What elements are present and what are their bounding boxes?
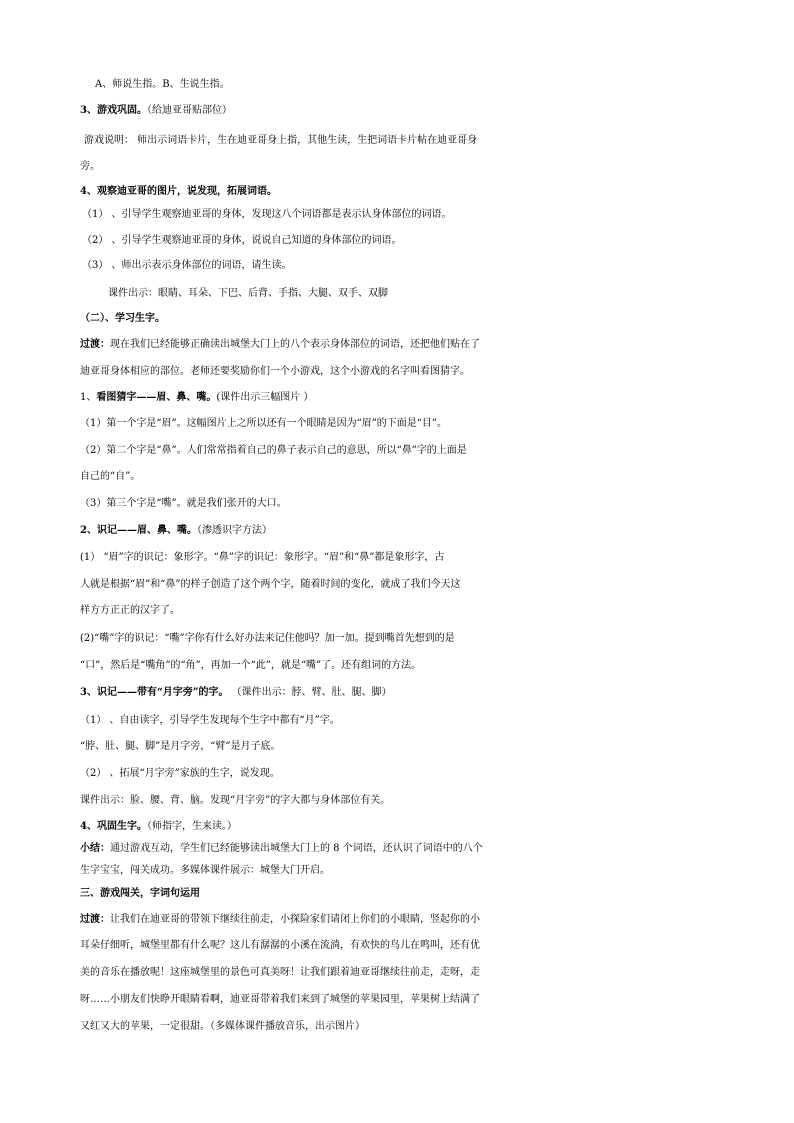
- body-text: 课件出示：脸、腰、背、脑。发现“月字旁”的字大都与身体部位有关。: [80, 795, 391, 806]
- text-line: [0, 861, 794, 883]
- text-line: [0, 910, 794, 932]
- text-line: [0, 231, 794, 253]
- text-line: [0, 629, 794, 651]
- text-line: [0, 791, 794, 813]
- body-text: 耳朵仔细听，城堡里都有什么呢？这儿有潺潺的小溪在流淌，有欢快的鸟儿在鸣叫，还有优: [80, 940, 480, 951]
- text-line: [0, 683, 794, 705]
- text-line: [0, 414, 794, 436]
- text-line: [0, 548, 794, 570]
- body-text: （2） 、引导学生观察迪亚哥的身体，说说自己知道的身体部位的词语。: [82, 235, 402, 246]
- bold-heading: 4、观察迪亚哥的图片，说发现，拓展词语。: [80, 186, 277, 197]
- body-text: （1） 、引导学生观察迪亚哥的身体，发现这八个词语都是表示认身体部位的词语。: [82, 209, 452, 220]
- body-text: （师指字，生来读。）: [146, 821, 237, 832]
- body-text: “脖、肚、腿、脚”是月字旁，“臂”是月子底。: [80, 741, 281, 752]
- body-text: （3）第三个字是“嘴”。就是我们张开的大口。: [80, 498, 287, 509]
- bold-heading: （二）、学习生字。: [80, 313, 165, 324]
- body-text: 美的音乐在播放呢！这座城堡里的景色可真美呀！让我们跟着迪亚哥继续往前走，走呀，走: [80, 967, 480, 978]
- text-line: [0, 309, 794, 331]
- body-text: 旁。: [80, 161, 100, 172]
- bold-heading: 3、游戏巩固。: [80, 105, 147, 116]
- text-line: [0, 362, 794, 384]
- text-line: [0, 656, 794, 678]
- body-text: （渗透识字方法）: [196, 525, 272, 536]
- body-text: (课件出示三幅图片 ）: [216, 392, 314, 403]
- body-text: 游戏说明： 师出示词语卡片，生在迪亚哥身上指，其他生读，生把词语卡片帖在迪亚哥身: [84, 135, 478, 146]
- body-text: （课件出示：脖、臂、肚、腿、脚）: [228, 687, 392, 698]
- body-text: 人就是根据“眉”和“鼻”的样子创造了这个两个字，随着时间的变化，就成了我们今天这: [80, 579, 461, 590]
- text-line: [0, 101, 794, 123]
- text-line: [0, 884, 794, 906]
- text-line: [0, 182, 794, 204]
- body-text: 生字宝宝，闯关成功。多媒体课件展示：城堡大门开启。: [80, 865, 330, 876]
- line-number: 1、: [80, 392, 97, 403]
- bold-heading: 2、识记——眉、鼻、嘴。: [80, 525, 197, 536]
- text-line: [0, 494, 794, 516]
- body-text: 样方方正正的汉字了。: [80, 605, 180, 616]
- bold-heading: 看图猜字——眉、鼻、嘴。: [96, 392, 217, 403]
- bold-heading: 小结：: [80, 843, 110, 854]
- body-text: （1） 、自由读字，引导学生发现每个生字中都有“月”字。: [80, 715, 340, 726]
- body-text: “口”，然后是“嘴角”的“角”，再加一个“此”，就是“嘴”了。还有组词的方法。: [80, 660, 422, 671]
- body-text: （2） 、拓展“月字旁”家族的生字，说发现。: [80, 768, 280, 779]
- text-line: [0, 963, 794, 985]
- body-text: 又红又大的苹果，一定很甜。（多媒体课件播放音乐，出示图片）: [80, 1021, 365, 1032]
- text-line: [0, 157, 794, 179]
- text-line: [0, 737, 794, 759]
- text-line: [0, 764, 794, 786]
- text-line: [0, 839, 794, 861]
- text-line: [0, 990, 794, 1012]
- text-line: [0, 256, 794, 278]
- text-line: [0, 75, 794, 97]
- bold-heading: 3、识记——带有“月字旁”的字。: [80, 687, 229, 698]
- text-line: [0, 284, 794, 306]
- text-line: [0, 441, 794, 463]
- text-line: [0, 817, 794, 839]
- text-line: [0, 521, 794, 543]
- body-text: 通过游戏互动，学生们已经能够读出城堡大门上的 8 个词语，还认识了词语中的八个: [110, 843, 483, 854]
- body-text: (1） “眉”字的识记：象形字。“鼻”字的识记：象形字。“眉”和“鼻”都是象形字，古: [80, 552, 445, 563]
- body-text: 课件出示：眼睛、耳朵、下巴、后背、手指、大腿、双手、双脚: [108, 288, 388, 299]
- text-line: [0, 601, 794, 623]
- body-text: 自己的“自”。: [80, 471, 141, 482]
- text-line: [0, 467, 794, 489]
- body-text: （3） 、师出示表示身体部位的词语，请生读。: [82, 260, 292, 271]
- body-text: 迪亚哥身体相应的部位。老师还要奖励你们一个小游戏，这个小游戏的名字叫看图猜字。: [80, 366, 470, 377]
- text-line: [0, 575, 794, 597]
- text-line: [0, 205, 794, 227]
- bold-heading: 三、游戏闯关，字词句运用: [80, 888, 200, 899]
- bold-heading: 4、巩固生字。: [80, 821, 147, 832]
- body-text: （给迪亚哥贴部位）: [146, 105, 232, 116]
- body-text: （1）第一个字是“眉”。这幅图片上之所以还有一个眼睛是因为“眉”的下面是“目”。: [80, 418, 448, 429]
- body-text: (2)“嘴”字的识记：“嘴”字你有什么好办法来记住他吗？加一加。提到嘴首先想到的是: [80, 633, 455, 644]
- body-text: （2）第二个字是“鼻”。人们常常指着自己的鼻子表示自己的意思，所以“鼻”字的上面是: [80, 445, 467, 456]
- text-line: [0, 388, 794, 410]
- text-line: [0, 936, 794, 958]
- text-line: [0, 131, 794, 153]
- bold-heading: 过渡：: [80, 914, 110, 925]
- text-line: [0, 711, 794, 733]
- bold-heading: 过渡：: [80, 339, 110, 350]
- body-text: 呀……小朋友们快睁开眼睛看啊，迪亚哥带着我们来到了城堡的苹果园里，苹果树上结满了: [80, 994, 480, 1005]
- body-text: 现在我们已经能够正确读出城堡大门上的八个表示身体部位的词语，还把他们贴在了: [110, 339, 480, 350]
- body-text: 让我们在迪亚哥的带领下继续往前走，小探险家们请闭上你们的小眼睛，竖起你的小: [110, 914, 480, 925]
- text-line: [0, 1017, 794, 1039]
- body-text: A、师说生指。B、生说生指。: [95, 79, 230, 90]
- text-line: [0, 335, 794, 357]
